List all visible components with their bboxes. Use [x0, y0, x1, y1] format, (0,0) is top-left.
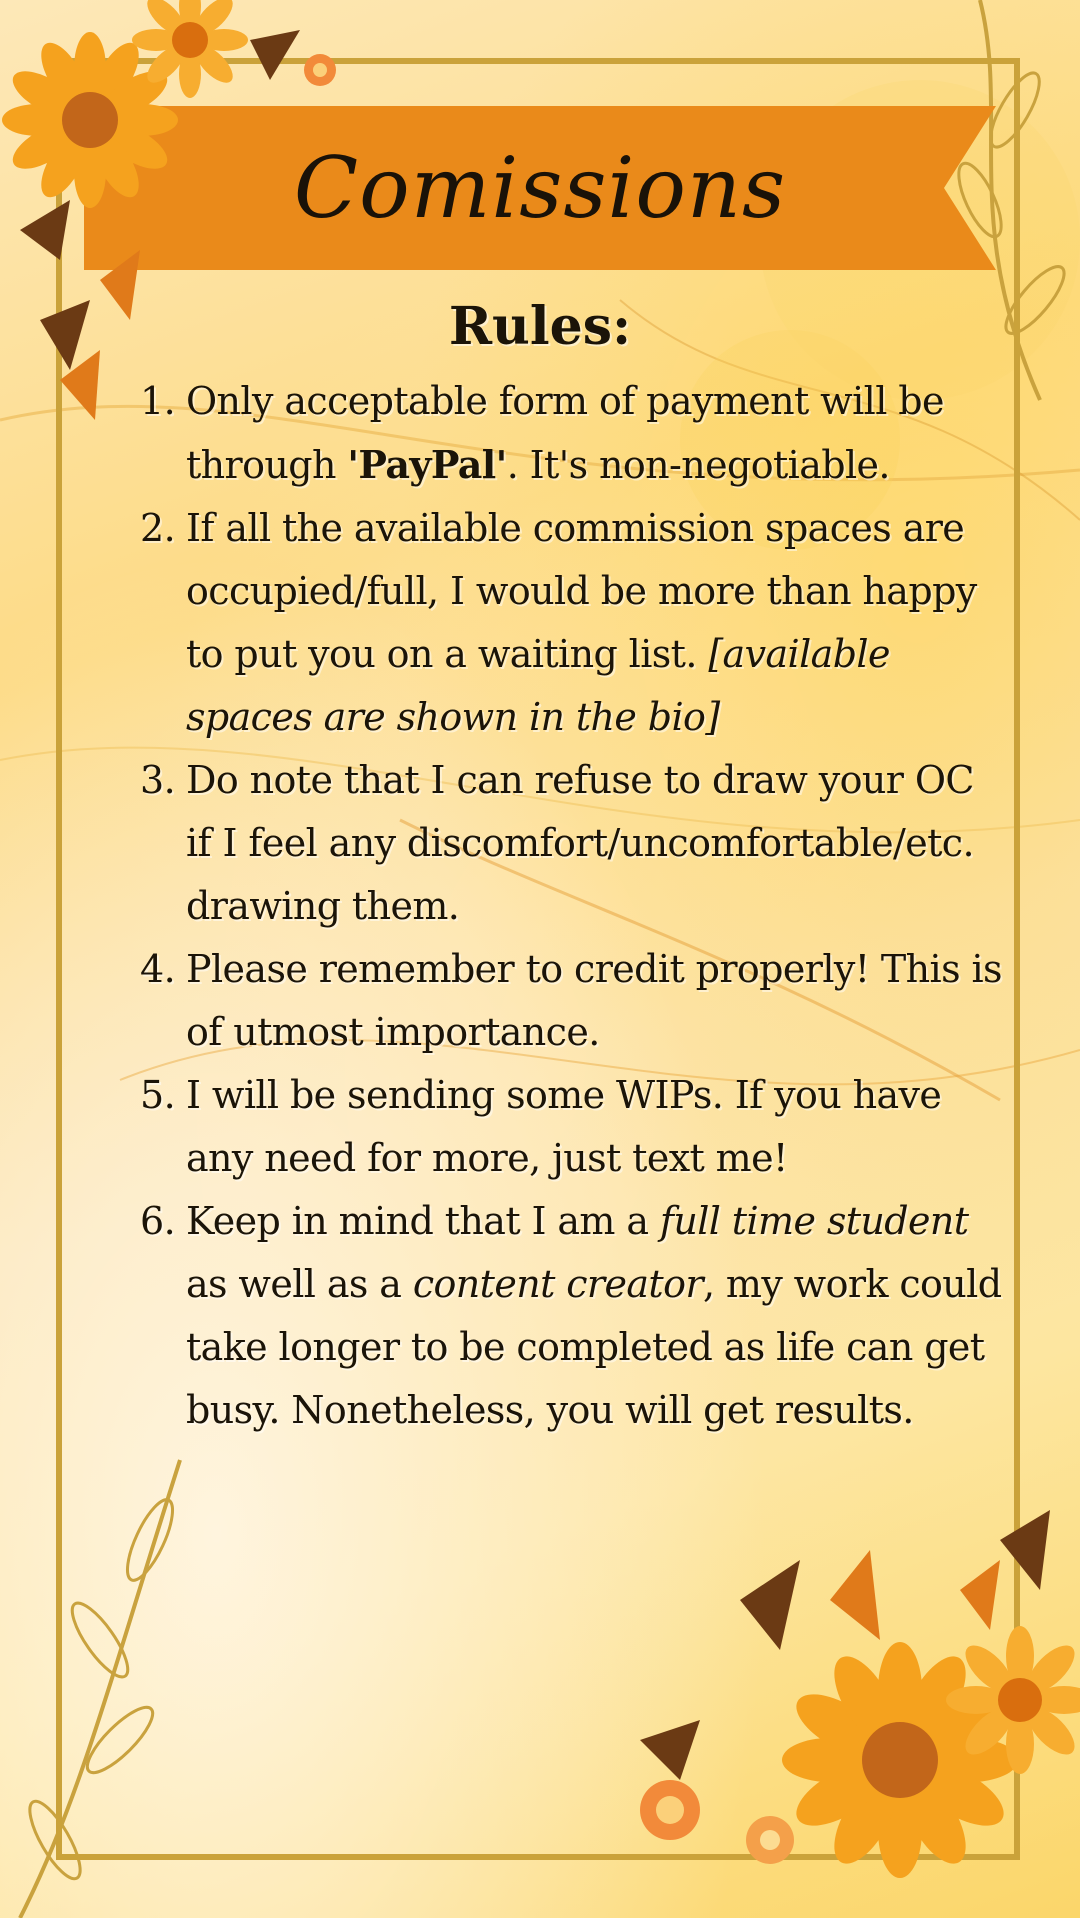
rule-number: 2. — [140, 506, 176, 550]
rule-text: , my work could take longer to be completed as life can get busy. Nonetheless, you will get results. — [186, 1262, 1002, 1432]
sunflower-icon — [580, 1480, 1080, 1918]
rule-number: 5. — [140, 1073, 176, 1117]
rule-item — [140, 370, 1010, 497]
rules-list — [140, 370, 1010, 1442]
rule-item — [140, 1190, 1010, 1442]
rule-item — [140, 749, 1010, 938]
rule-text: Please remember to credit properly! This is of utmost importance. — [186, 947, 1002, 1054]
rules-heading: Rules: — [448, 296, 632, 357]
banner-title: Comissions — [293, 139, 787, 237]
rule-text: . It's non-negotiable. — [506, 443, 890, 487]
rule-item — [140, 497, 1010, 749]
rule-text: Keep in mind that I am a — [186, 1199, 660, 1243]
rule-text: as well as a — [186, 1262, 413, 1306]
rule-item — [140, 938, 1010, 1064]
rule-number: 1. — [140, 379, 176, 423]
rule-text: [available spaces are shown in the bio] — [186, 632, 890, 739]
rule-text: Only acceptable form of payment will be through — [186, 379, 944, 487]
rule-item — [140, 1064, 1010, 1190]
rule-number: 4. — [140, 947, 176, 991]
rule-number: 6. — [140, 1199, 176, 1243]
rule-text: 'PayPal' — [347, 442, 507, 487]
rule-text: content creator — [412, 1262, 703, 1306]
rule-number: 3. — [140, 758, 176, 802]
rule-text: I will be sending some WIPs. If you have any need for more, just text me! — [186, 1073, 942, 1180]
rule-text: If all the available commission spaces are occupied/full, I would be more than happy to put you on a waiting list. — [186, 506, 977, 676]
rule-text: full time student — [659, 1199, 969, 1243]
rule-text: Do note that I can refuse to draw your OC if I feel any discomfort/uncomfortable/etc. drawing them. — [186, 758, 974, 928]
